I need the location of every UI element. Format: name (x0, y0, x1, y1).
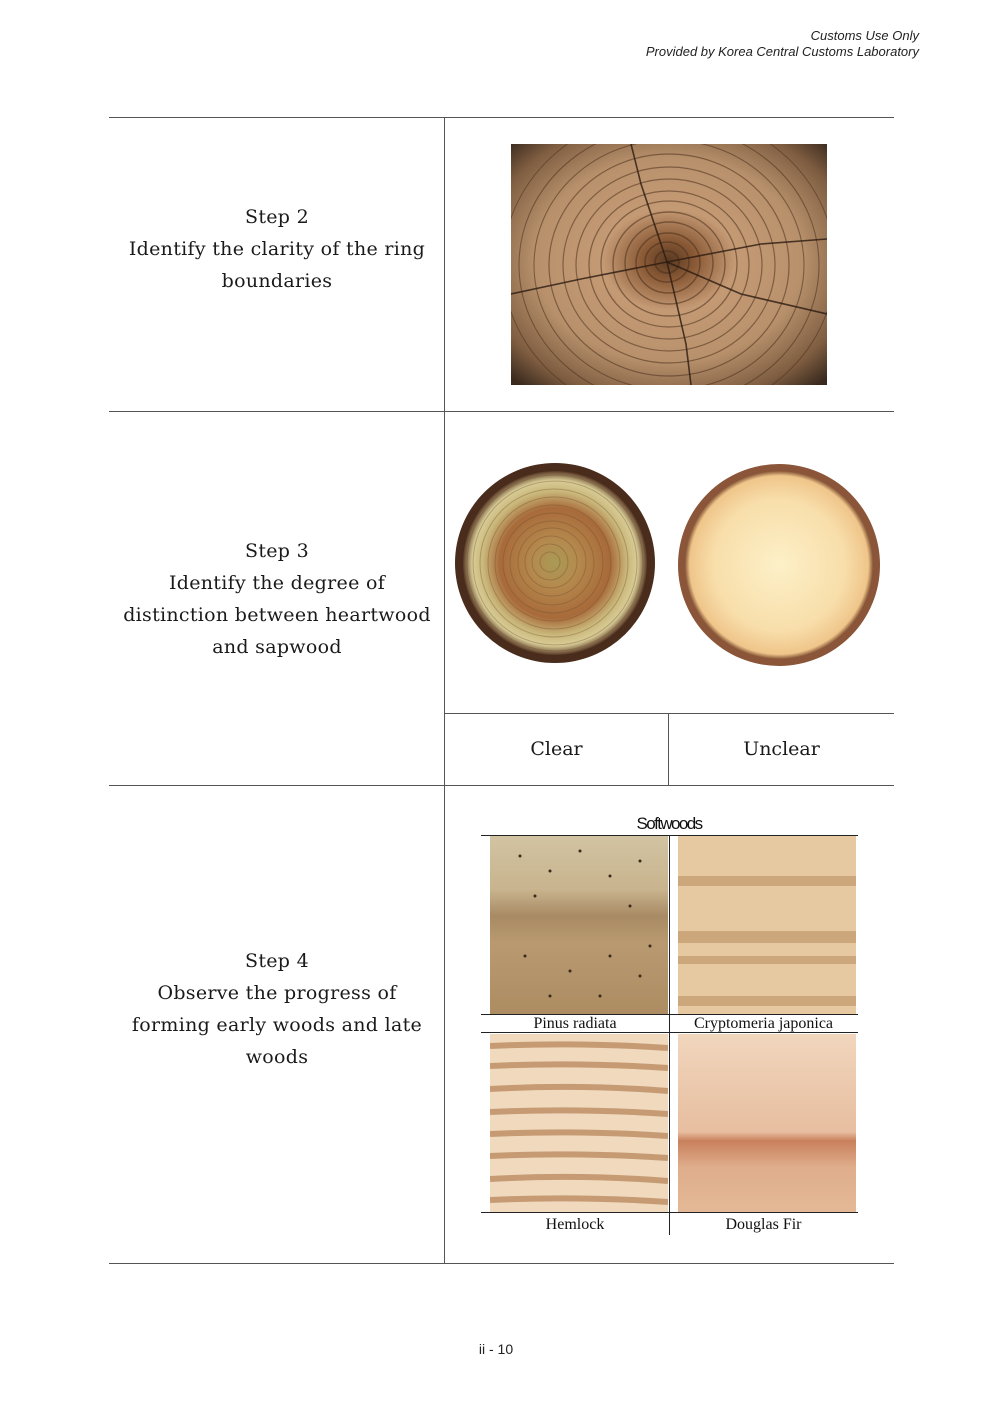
step3-text (110, 535, 444, 663)
step4-line-2: forming early woods and late (131, 1014, 423, 1036)
column-divider (444, 117, 445, 1264)
caption-cryptomeria-japonica: Cryptomeria japonica (693, 1015, 834, 1032)
softwoods-center-line (669, 835, 670, 1235)
page-header (646, 28, 919, 60)
unclear-heartwood-log-image (677, 463, 882, 668)
label-row-divider (445, 713, 894, 714)
clear-heartwood-log-image (455, 462, 655, 664)
clear-label: Clear (530, 738, 583, 760)
step3-line-3: and sapwood (212, 636, 342, 658)
softwoods-title: Softwoods (636, 814, 702, 833)
step2-line-2: boundaries (221, 270, 333, 292)
caption-douglas-fir: Douglas Fir (725, 1216, 802, 1233)
table-bottom-border (109, 1263, 894, 1264)
row-divider-2 (109, 785, 894, 786)
row-divider-1 (109, 411, 894, 412)
page-number: ii - 10 (478, 1341, 514, 1357)
step3-title: Step 3 (245, 540, 309, 562)
step4-text (110, 945, 444, 1073)
table-top-border (109, 117, 894, 118)
hemlock-sample (490, 1034, 668, 1212)
step4-line-1: Observe the progress of (157, 982, 397, 1004)
tree-rings-image (511, 144, 827, 385)
step4-title: Step 4 (245, 950, 309, 972)
step2-text (110, 201, 444, 297)
cryptomeria-japonica-sample (678, 836, 856, 1014)
step3-line-2: distinction between heartwood (123, 604, 431, 626)
step2-line-1: Identify the clarity of the ring (128, 238, 426, 260)
douglas-fir-sample (678, 1034, 856, 1212)
step2-title: Step 2 (245, 206, 309, 228)
header-line-customs: Customs Use Only (810, 28, 919, 43)
pinus-radiata-sample (490, 836, 668, 1014)
step3-line-1: Identify the degree of (168, 572, 386, 594)
caption-hemlock: Hemlock (545, 1216, 605, 1233)
caption-pinus-radiata: Pinus radiata (533, 1015, 617, 1032)
step4-line-3: woods (245, 1046, 309, 1068)
unclear-label: Unclear (743, 738, 820, 760)
header-line-provider: Provided by Korea Central Customs Laboratory (645, 44, 919, 59)
